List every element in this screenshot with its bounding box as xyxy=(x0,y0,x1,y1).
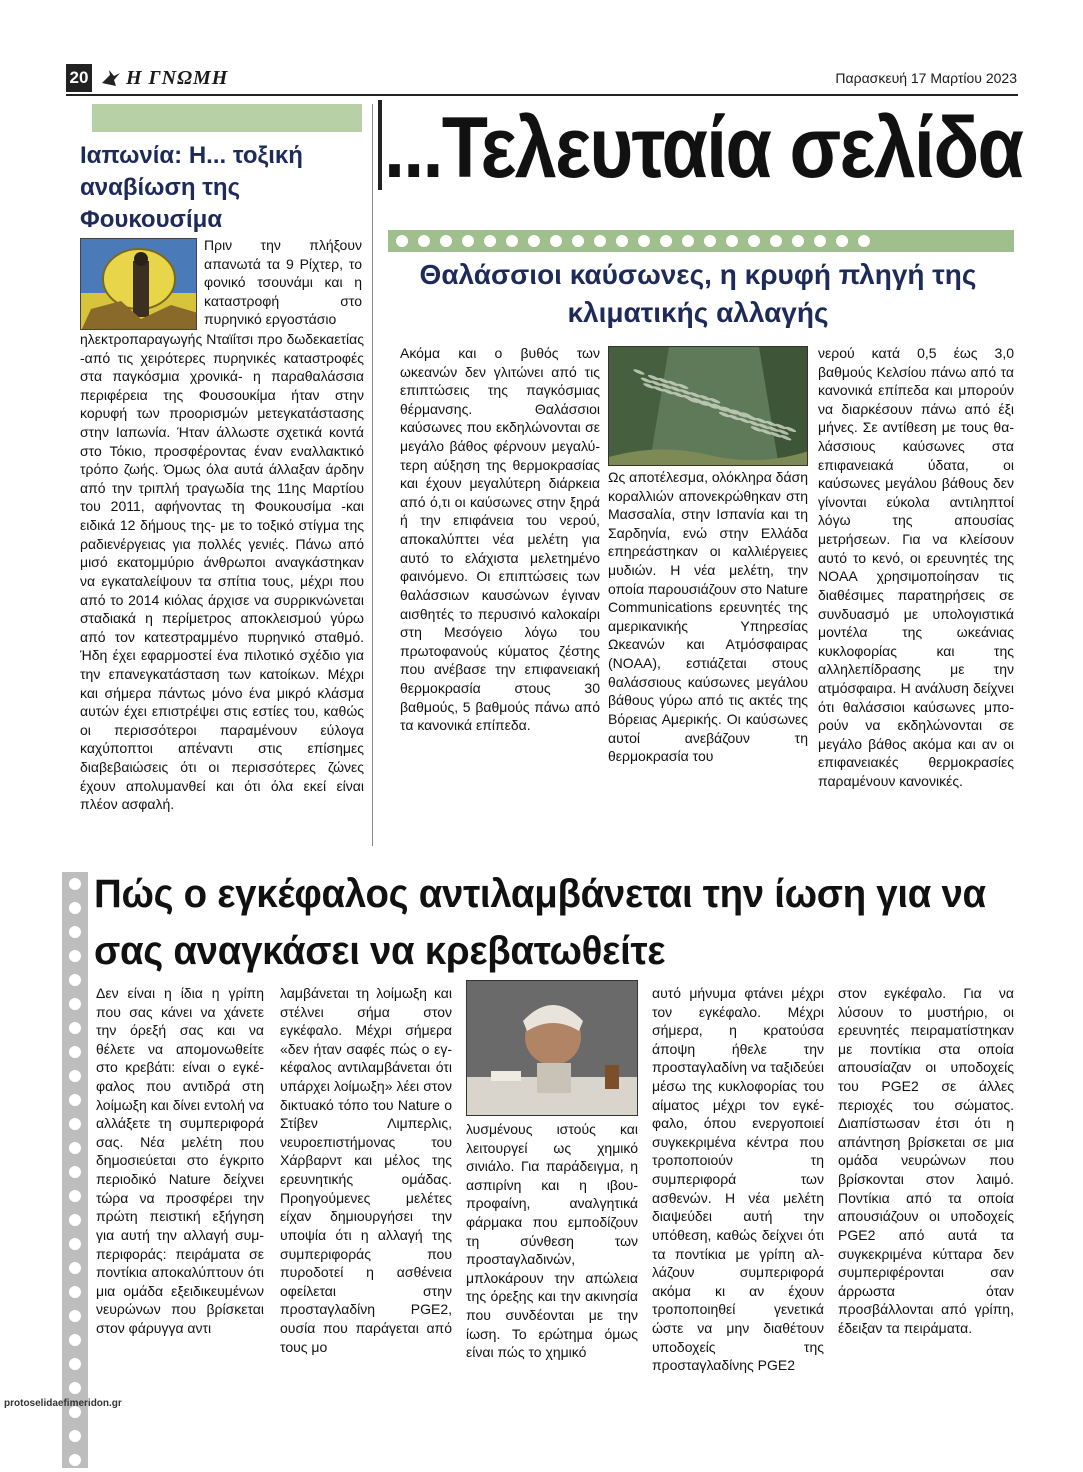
band-dot xyxy=(572,235,584,247)
band-dot xyxy=(792,235,804,247)
band-dot xyxy=(396,235,408,247)
film-hole xyxy=(69,1022,81,1034)
brain-article-title: Πώς ο εγκέφαλος αντιλαμβάνεται την ίωση για να σας αναγκάσει να κρεβατωθείτε xyxy=(94,872,986,973)
film-hole xyxy=(69,1094,81,1106)
band-dot xyxy=(550,235,562,247)
section-bar xyxy=(378,100,382,190)
bird-logo-icon xyxy=(100,67,122,89)
band-dot xyxy=(484,235,496,247)
masthead-name: Η ΓΝΩΜΗ xyxy=(126,66,229,89)
band-dot xyxy=(528,235,540,247)
film-hole xyxy=(69,1454,81,1466)
header-rule xyxy=(66,94,1018,96)
film-hole xyxy=(69,878,81,890)
band-dot xyxy=(858,235,870,247)
film-hole xyxy=(69,1310,81,1322)
brain-column-1: Δεν είναι η ίδια η γρίπη που σας κάνει να χάνετε την όρεξή σας και να θέλετε να απομονωθείτε στο κρεβάτι: είναι ο εγκέφαλος που αντιδρά στη λοίμωξη και δίνει εντολή να αλλάξετε τη συμπεριφορά σας. Νέα μελέτη που δημοσιεύεται στο έγκριτο περιοδικό Nature δείχνει τώρα να προσφέρει την πρώτη πειστική εξήγηση για αυτή την αλλαγή συμπεριφοράς: πειράματα σε ποντίκια αποκαλύπτουν ότι μια ομάδα εξειδικευμένων νευρώνων που βρίσκεται στον φάρυγγα αντι xyxy=(96,985,264,1336)
film-hole xyxy=(69,1334,81,1346)
film-hole xyxy=(69,1142,81,1154)
band-dot xyxy=(440,235,452,247)
film-hole xyxy=(69,1286,81,1298)
band-dot xyxy=(814,235,826,247)
film-hole xyxy=(69,1238,81,1250)
film-hole xyxy=(69,998,81,1010)
band-dot xyxy=(462,235,474,247)
band-dot xyxy=(726,235,738,247)
band-dot xyxy=(770,235,782,247)
fish-school-photo xyxy=(608,346,808,466)
left-article-body: ηλεκτροπαραγωγής Νταϊίτσι προ δωδεκαετίας -από τις χειρότερες πυρηνικές καταστροφές στα παγκόσμια χρονικά- η παραθαλάσσια περιφέρεια της Φουσουκίμα ήταν στην κορυφή των προορισμών μετεγκατάστασης στην Ιαπωνία. Ήταν άλλωστε σχετικά κοντά στο Τόκιο, προσφέροντας έναν εναλλακτικό τρόπο ζωής. Όμως όλα αυτά άλλαξαν άρδην από την τριπλή τραγωδία της 11ης Μαρτίου του 2011, αφήνοντας τη Φουκουσίμα -και ειδικά 12 δήμους της- με το τοξικό στίγμα της ραδιενέργειας για πολλές γενιές. Πάνω από μισό εκατομμύριο άνθρωποι αναγκάστηκαν να εγκαταλείψουν τα σπίτια τους, μέχρι που από το 2014 κιόλας άρχισε να συρρικνώνεται σταδιακά η περίμετρος αποκλεισμού γύρω από τον κατεστραμμένο πυρηνικό σταθμό. Ήδη έχει εφαρμοστεί ένα πιλοτικό σχέδιο για την επανεγκατάσταση των κατοίκων. Μέχρι και σήμερα πάντως μόνο ένα μικρό κλάσμα αυτών έχει επιστρέψει στις εστίες του, καθώς οι περισσότεροι παραμένουν εύλογα καχύποπτοι απέναντι στις επίσημες διαβεβαιώσεις ότι οι περισσότερες ζώνες έχουν απολυμανθεί και ότι όλα εκεί είναι πλέον ασφαλή. xyxy=(80,331,364,813)
left-article-band xyxy=(92,104,362,132)
band-dot xyxy=(616,235,628,247)
marine-column-1: Ακόμα και ο βυθός των ωκεανών δεν γλιτώνει από τις επιπτώσεις της παγκόσμιας θέρμανσης. Θαλάσσιοι καύσωνες που εκδηλώνονται σε μεγάλο βάθος φέρνουν μεγαλύτερη αύξηση της θερμοκρασίας και έχουν μεγαλύτερη διάρκεια από ό,τι οι καύσωνες στην ξηρά ή την επιφάνεια του νερού, αποκαλύπτει νέα μελέτη για αυτό το ελάχιστα μελετημένο φαινόμενο. Οι επιπτώσεις των θαλάσσιων καυσώνων έγιναν αισθητές το περυσινό καλοκαίρι στη Μεσόγειο λόγω του πρωτοφανούς κύματος ζέστης που ανέβασε την επιφανειακή θερμοκρασία στους 30 βαθμούς, 5 βαθμούς πάνω από τα κανονικά επίπεδα. xyxy=(400,345,600,734)
film-hole xyxy=(69,1358,81,1370)
film-hole xyxy=(69,1430,81,1442)
film-hole xyxy=(69,1190,81,1202)
band-dot xyxy=(836,235,848,247)
masthead xyxy=(100,64,240,92)
film-hole xyxy=(69,926,81,938)
brain-column-3: λυσμένους ιστούς και λειτουργεί ως χημικό σινιάλο. Για παράδειγμα, η ασπιρίνη και η ιβουπροφαίνη, αναλγητικά φάρμακα που εμποδίζουν τη σύνθεση των προσταγλαδινών, μπλοκάρουν την απώλεια της όρεξης και την ακινησία που συνδέονται με την ίωση. Το ερώτημα όμως είναι πώς το χημικό xyxy=(466,1121,638,1361)
marine-column-2: Ως αποτέλεσμα, ολόκληρα δάση κοραλλιών απονεκρώθηκαν στη Μασσαλία, στην Ισπανία και τη Σαρδηνία, ενώ στην Ελλάδα επηρεάστηκαν οι καλλιέργειες μυδιών. Η νέα μελέτη, την οποία παρουσιάζουν στο Nature Communications ερευνητές της αμερικανικής Υπηρεσίας Ωκεανών και Ατμόσφαιρας (NOAA), εστιάζεται στους θαλάσσιους καύσωνες μεγάλου βάθους γύρω από τις ακτές της Βόρειας Αμερικής. Οι καύσωνες αυτοί ανεβάζουν τη θερμοκρασία του xyxy=(608,469,808,765)
film-hole xyxy=(69,1166,81,1178)
brain-column-2: λαμβάνεται τη λοίμωξη και στέλνει σήμα στον εγκέφαλο. Μέχρι σήμερα «δεν ήταν σαφές πώς ο εγκέφαλος αντιλαμβάνεται ότι υπάρχει λοίμωξη» λέει στον δικτυακό τόπο του Nature ο Στίβεν Λιμπερλις, νευροεπιστήμονας του Χάρβαρντ και μέλος της ερευνητικής ομάδας. Προηγούμενες μελέτες είχαν δημιουργήσει την υποψία ότι η αλλαγή της συμπεριφοράς που πυροδοτεί η ασθένεια οφείλεται στην προσταγλαδίνη PGE2, ουσία που παράγεται από τους μο xyxy=(280,985,452,1355)
photo-image xyxy=(467,981,638,1116)
sick-man-photo xyxy=(466,980,638,1116)
photo-image xyxy=(81,239,197,330)
section-title: ...Τελευταία σελίδα xyxy=(384,100,1023,196)
column-divider xyxy=(372,104,373,846)
band-dot xyxy=(594,235,606,247)
band-dot xyxy=(748,235,760,247)
page-number: 20 xyxy=(66,64,92,92)
film-hole xyxy=(69,950,81,962)
brain-column-5: στον εγκέφαλο. Για να λύσουν το μυστήριο, οι ερευνητές πειραματίστηκαν με ποντίκια στα οποία απουσίαζαν οι υποδοχείς του PGE2 σε άλλες περιοχές του σώματος. Διαπίστωσαν έτσι ότι η απάντηση βρίσκεται σε μια ομάδα νευρώνων που βρίσκονται στον λαιμό. Ποντίκια από τα οποία απουσιάζουν οι υποδοχείς PGE2 από αυτά τα συγκεκριμένα κύτταρα δεν συμπεριφέρονται σαν άρρωστα όταν προσβάλλονται από γρίπη, έδειξαν τα πειράματα. xyxy=(838,985,1014,1336)
film-hole xyxy=(69,974,81,986)
film-hole xyxy=(69,1214,81,1226)
fukushima-photo xyxy=(80,238,197,330)
left-article-intro: Πριν την πλήξουν απανωτά τα 9 Ρίχτερ, το φονικό τσουνάμι και η καταστροφή στο πυρηνικό εργοστάσιο xyxy=(204,237,362,328)
band-dot xyxy=(704,235,716,247)
brain-column-4: αυτό μήνυμα φτάνει μέχρι τον εγκέφαλο. Μέχρι σήμερα, η κρατούσα άποψη ήθελε την προσταγλαδίνη να ταξιδεύει μέσω της κυκλοφορίας του αίματος μέχρι τον εγκέφαλο, όπου ενεργοποιεί συγκεκριμένα κέντρα που τροποποιούν τη συμπεριφορά των ασθενών. Η νέα μελέτη διαψεύδει αυτή την υπόθεση, καθώς δείχνει ότι τα ποντίκια με γρίπη αλλάζουν συμπεριφορά ακόμα κι αν έχουν τροποποιηθεί γενετικά ώστε να μην διαθέτουν υποδοχείς της προσταγλαδίνης PGE2 xyxy=(652,985,824,1374)
source-watermark: protoselidaefimeridon.gr xyxy=(4,1398,122,1409)
band-dot xyxy=(660,235,672,247)
marine-article-band xyxy=(388,230,1014,252)
film-hole xyxy=(69,1262,81,1274)
film-hole xyxy=(69,1118,81,1130)
band-dot xyxy=(638,235,650,247)
left-article-title: Ιαπωνία: Η... τοξική αναβίωση της Φουκουσίμα xyxy=(80,142,303,233)
marine-article-title: Θαλάσσιοι καύσωνες, η κρυφή πληγή της κλιματικής αλλαγής xyxy=(419,259,977,328)
photo-image xyxy=(609,347,808,466)
band-dot xyxy=(418,235,430,247)
film-strip-decoration xyxy=(62,872,88,1468)
film-hole xyxy=(69,1382,81,1394)
issue-date: Παρασκευή 17 Μαρτίου 2023 xyxy=(835,70,1017,86)
marine-column-3: νερού κατά 0,5 έως 3,0 βαθμούς Κελσίου πάνω από τα κανονικά επίπεδα και μπορούν να διαρκέσουν πάνω από έξι μήνες. Σε αντίθεση με τους θαλάσσιους καύσωνες στα επιφανειακά ύδατα, οι καύσωνες μεγάλου βάθους δεν γίνονται εύκολα αντιληπτοί λόγω της απουσίας μετρήσεων. Για να κλείσουν αυτό το κενό, οι ερευνητές της NOAA χρησιμοποίησαν τις διαθέσιμες παρατηρήσεις σε συνδυασμό με υπολογιστικά μοντέλα της ωκεάνιας κυκλοφορίας και της αλληλεπίδρασης με την ατμόσφαιρα. Η ανάλυση δείχνει ότι θαλάσσιοι καύσωνες μπορούν να εκδηλώνονται σε μεγάλο βάθος ακόμα και αν οι επιφανειακές θερμοκρασίες παραμένουν κανονικές. xyxy=(818,345,1014,790)
band-dot xyxy=(506,235,518,247)
band-dot xyxy=(682,235,694,247)
film-hole xyxy=(69,902,81,914)
film-hole xyxy=(69,1070,81,1082)
film-hole xyxy=(69,1046,81,1058)
